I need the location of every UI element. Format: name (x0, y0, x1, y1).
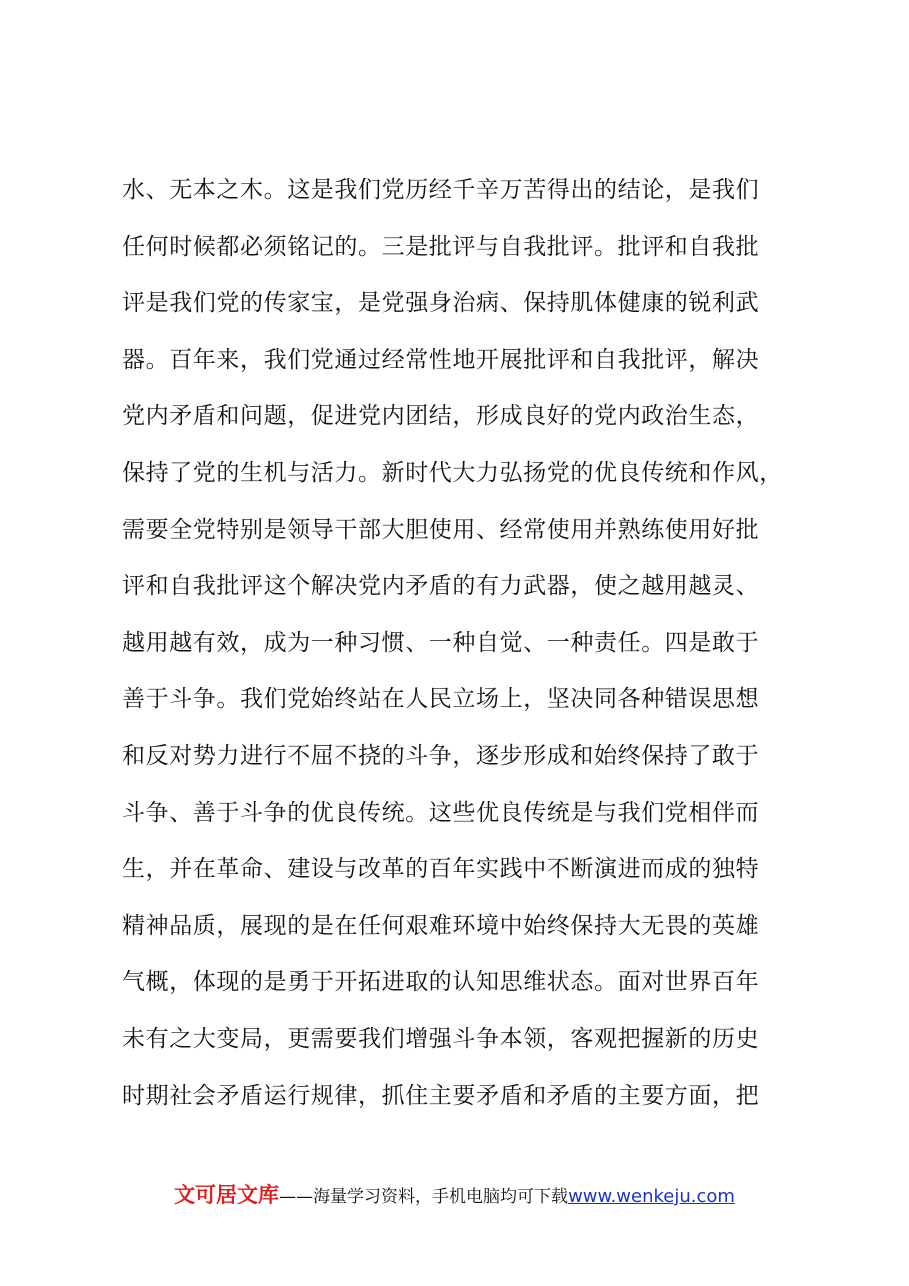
text-line: 党内矛盾和问题，促进党内团结，形成良好的党内政治生态， (122, 403, 760, 430)
text-line: 保持了党的生机与活力。新时代大力弘扬党的优良传统和作风， (122, 459, 783, 486)
text-line: 和反对势力进行不屈不挠的斗争，逐步形成和始终保持了敢于 (122, 742, 760, 769)
text-line: 任何时候都必须铭记的。三是批评与自我批评。批评和自我批 (122, 233, 760, 260)
text-line: 水、无本之木。这是我们党历经千辛万苦得出的结论，是我们 (122, 177, 760, 203)
text-line: 越用越有效，成为一种习惯、一种自觉、一种责任。四是敢于 (122, 629, 760, 656)
text-line: 生，并在革命、建设与改革的百年实践中不断演进而成的独特 (122, 856, 760, 883)
text-line: 未有之大变局，更需要我们增强斗争本领，客观把握新的历史 (122, 1025, 760, 1052)
text-line: 精神品质，展现的是在任何艰难环境中始终保持大无畏的英雄 (122, 912, 760, 939)
page-footer (0, 1180, 909, 1212)
document-body (122, 162, 802, 1124)
text-line: 时期社会矛盾运行规律，抓住主要矛盾和矛盾的主要方面，把 (122, 1082, 760, 1109)
footer-brand: 文可居文库 (174, 1183, 280, 1207)
text-line: 器。百年来，我们党通过经常性地开展批评和自我批评，解决 (122, 346, 760, 373)
text-line: 评是我们党的传家宝，是党强身治病、保持肌体健康的锐利武 (122, 290, 760, 317)
text-line: 需要全党特别是领导干部大胆使用、经常使用并熟练使用好批 (122, 516, 760, 543)
text-line: 善于斗争。我们党始终站在人民立场上，坚决同各种错误思想 (122, 686, 760, 713)
text-line: 斗争、善于斗争的优良传统。这些优良传统是与我们党相伴而 (122, 799, 760, 826)
text-line: 评和自我批评这个解决党内矛盾的有力武器，使之越用越灵、 (122, 573, 760, 600)
text-line: 气概，体现的是勇于开拓进取的认知思维状态。面对世界百年 (122, 969, 760, 996)
footer-tagline: ——海量学习资料，手机电脑均可下载 (279, 1187, 569, 1207)
footer-website-link[interactable]: www.wenkeju.com (568, 1186, 735, 1207)
